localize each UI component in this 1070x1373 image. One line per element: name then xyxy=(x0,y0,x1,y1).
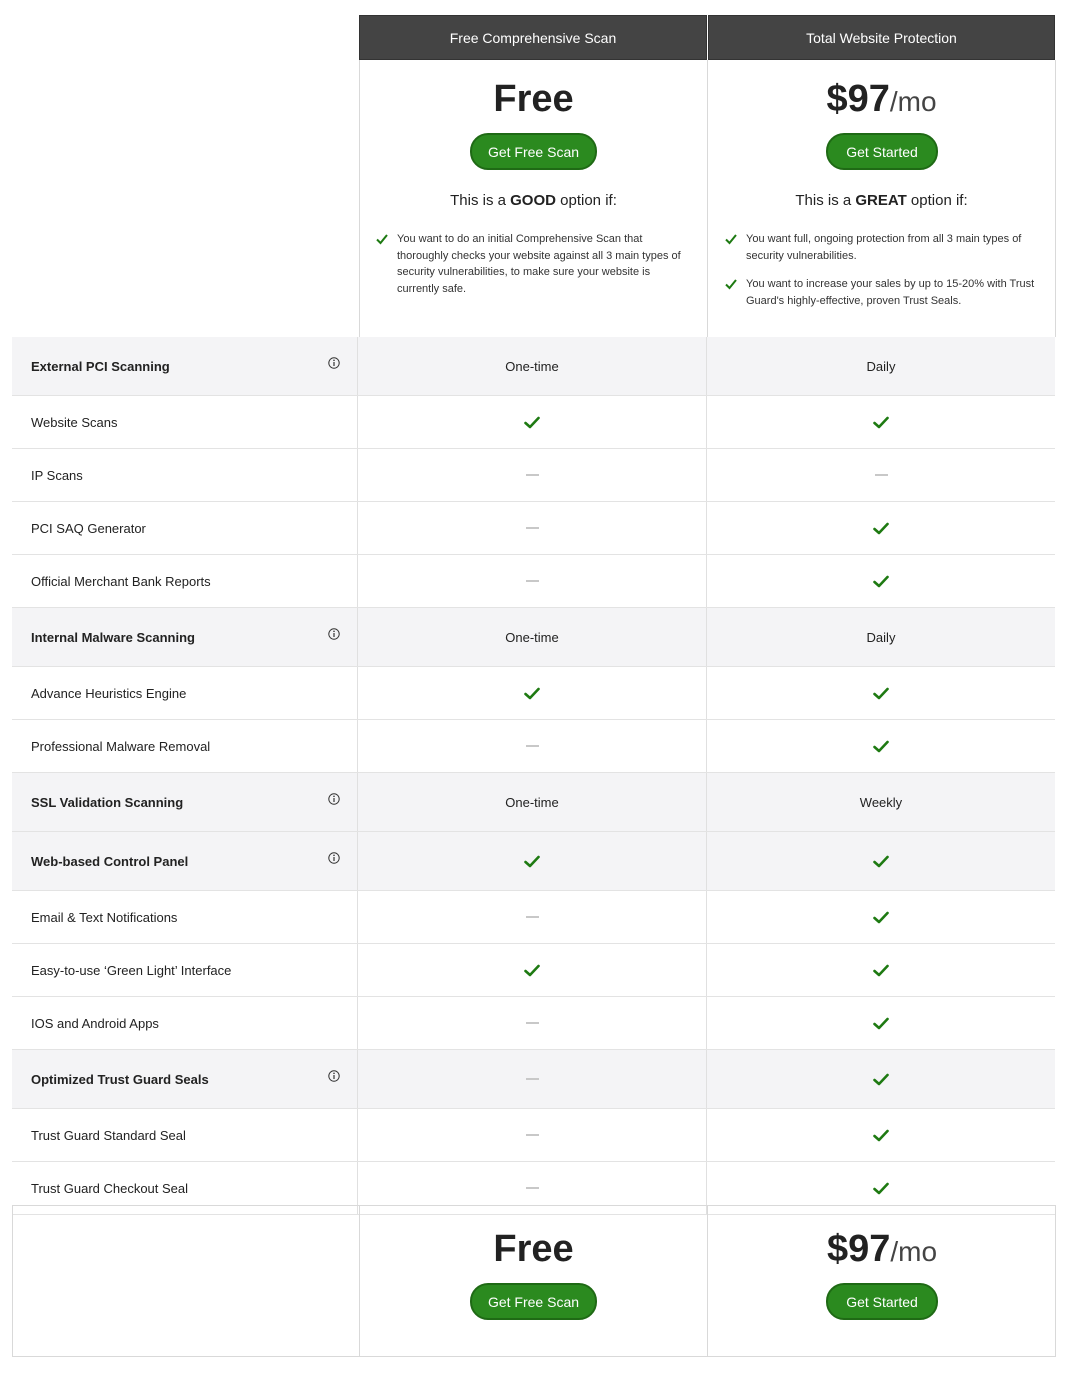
check-icon xyxy=(873,522,889,535)
plan-option-total: This is a GREAT option if: xyxy=(795,192,968,209)
free-plan-cell xyxy=(358,891,707,943)
plan-value: Weekly xyxy=(859,794,903,810)
table-row xyxy=(12,944,1055,997)
plan-header-total: Total Website Protection xyxy=(708,15,1055,60)
check-icon xyxy=(873,1129,889,1142)
row-label-text: Website Scans xyxy=(31,414,118,430)
row-label-text: Trust Guard Checkout Seal xyxy=(31,1180,189,1196)
feature-row xyxy=(12,337,1055,396)
total-plan-cell xyxy=(707,502,1055,554)
table-row xyxy=(12,1109,1055,1162)
check-icon xyxy=(873,416,889,429)
check-icon xyxy=(873,575,889,588)
row-label-text: Advance Heuristics Engine xyxy=(31,685,187,701)
footer-plan-free xyxy=(360,1206,707,1356)
plan-value: One-time xyxy=(505,794,559,810)
row-label xyxy=(12,555,358,607)
feature-row xyxy=(12,1050,1055,1109)
plan-bullet: You want full, ongoing protection from all 3 main types of security vulnerabilities. xyxy=(725,231,1037,264)
feature-row xyxy=(12,832,1055,891)
row-label-text: SSL Validation Scanning xyxy=(31,794,184,810)
row-label-text: PCI SAQ Generator xyxy=(31,520,146,536)
dash-icon xyxy=(526,580,539,582)
free-plan-cell xyxy=(358,667,707,719)
row-label-text: Email & Text Notifications xyxy=(31,909,178,925)
feature-row xyxy=(12,773,1055,832)
check-icon xyxy=(524,687,540,700)
row-label-text: IOS and Android Apps xyxy=(31,1015,159,1031)
row-label-text: IP Scans xyxy=(31,467,83,483)
total-plan-cell xyxy=(707,667,1055,719)
check-icon xyxy=(873,1017,889,1030)
feature-row xyxy=(12,608,1055,667)
dash-icon xyxy=(526,1078,539,1080)
plan-header-free: Free Comprehensive Scan xyxy=(359,15,707,60)
row-label xyxy=(12,832,358,890)
row-label xyxy=(12,449,358,501)
info-icon[interactable] xyxy=(328,628,340,640)
row-label xyxy=(12,502,358,554)
row-label xyxy=(12,720,358,772)
dash-icon xyxy=(526,1022,539,1024)
footer-price-total: $97/mo xyxy=(826,1228,938,1270)
check-icon xyxy=(725,278,737,290)
dash-icon xyxy=(526,1134,539,1136)
plan-option-free: This is a GOOD option if: xyxy=(450,192,617,209)
plan-value: Daily xyxy=(866,358,896,374)
free-plan-cell xyxy=(358,608,707,666)
table-row xyxy=(12,502,1055,555)
table-row xyxy=(12,667,1055,720)
row-label xyxy=(12,1050,358,1108)
row-label-text: Trust Guard Standard Seal xyxy=(31,1127,186,1143)
total-plan-cell xyxy=(707,891,1055,943)
row-label-text: Optimized Trust Guard Seals xyxy=(31,1071,209,1087)
free-plan-cell xyxy=(358,720,707,772)
total-plan-cell xyxy=(707,832,1055,890)
row-label-text: External PCI Scanning xyxy=(31,358,170,374)
check-icon xyxy=(873,740,889,753)
check-icon xyxy=(873,687,889,700)
plan-value: One-time xyxy=(505,629,559,645)
row-label xyxy=(12,997,358,1049)
plan-card-free xyxy=(359,60,708,337)
row-label xyxy=(12,396,358,448)
total-plan-cell xyxy=(707,396,1055,448)
row-label-text: Easy-to-use ‘Green Light’ Interface xyxy=(31,962,232,978)
table-row xyxy=(12,720,1055,773)
row-label-text: Official Merchant Bank Reports xyxy=(31,573,211,589)
row-label xyxy=(12,608,358,666)
total-plan-cell xyxy=(707,720,1055,772)
total-plan-cell xyxy=(707,773,1055,831)
total-plan-cell xyxy=(707,337,1055,395)
free-plan-cell xyxy=(358,944,707,996)
check-icon xyxy=(725,233,737,245)
total-plan-cell xyxy=(707,1050,1055,1108)
footer-get-started-button[interactable]: Get Started xyxy=(826,1283,938,1320)
free-plan-cell xyxy=(358,773,707,831)
plan-price-free: Free xyxy=(493,78,574,120)
check-icon xyxy=(524,855,540,868)
free-plan-cell xyxy=(358,449,707,501)
get-started-button[interactable]: Get Started xyxy=(826,133,938,170)
table-row xyxy=(12,997,1055,1050)
check-icon xyxy=(873,1182,889,1195)
row-label-text: Web-based Control Panel xyxy=(31,853,189,869)
total-plan-cell xyxy=(707,1109,1055,1161)
comparison-table xyxy=(12,337,1055,1215)
check-icon xyxy=(873,855,889,868)
check-icon xyxy=(873,911,889,924)
dash-icon xyxy=(526,1187,539,1189)
info-icon[interactable] xyxy=(328,852,340,864)
total-plan-cell xyxy=(707,555,1055,607)
row-label xyxy=(12,337,358,395)
free-plan-cell xyxy=(358,1050,707,1108)
check-icon xyxy=(873,964,889,977)
total-plan-cell xyxy=(707,997,1055,1049)
table-row xyxy=(12,891,1055,944)
free-plan-cell xyxy=(358,396,707,448)
free-plan-cell xyxy=(358,337,707,395)
dash-icon xyxy=(526,527,539,529)
info-icon[interactable] xyxy=(328,1070,340,1082)
check-icon xyxy=(873,1073,889,1086)
footer-price-free: Free xyxy=(493,1228,574,1270)
plan-card-total xyxy=(707,60,1056,337)
total-plan-cell xyxy=(707,449,1055,501)
info-icon[interactable] xyxy=(328,357,340,369)
free-plan-cell xyxy=(358,997,707,1049)
dash-icon xyxy=(526,745,539,747)
row-label xyxy=(12,773,358,831)
free-plan-cell xyxy=(358,1109,707,1161)
table-row xyxy=(12,449,1055,502)
plan-value: Daily xyxy=(866,629,896,645)
row-label xyxy=(12,1109,358,1161)
dash-icon xyxy=(526,474,539,476)
footer-plan-total xyxy=(708,1206,1056,1356)
info-icon[interactable] xyxy=(328,793,340,805)
plan-bullets-free xyxy=(376,231,688,309)
footer-get-free-scan-button[interactable]: Get Free Scan xyxy=(470,1283,597,1320)
row-label xyxy=(12,891,358,943)
dash-icon xyxy=(526,916,539,918)
row-label-text: Internal Malware Scanning xyxy=(31,629,195,645)
plan-value: One-time xyxy=(505,358,559,374)
table-row xyxy=(12,396,1055,449)
free-plan-cell xyxy=(358,502,707,554)
plan-price-total: $97/mo xyxy=(826,78,937,120)
row-label-text: Professional Malware Removal xyxy=(31,738,211,754)
get-free-scan-button[interactable]: Get Free Scan xyxy=(470,133,597,170)
free-plan-cell xyxy=(358,555,707,607)
dash-icon xyxy=(875,474,888,476)
pricing-footer xyxy=(12,1205,1056,1357)
check-icon xyxy=(524,964,540,977)
row-label xyxy=(12,667,358,719)
table-row xyxy=(12,555,1055,608)
check-icon xyxy=(524,416,540,429)
plan-bullet: You want to increase your sales by up to 15-20% with Trust Guard's highly-effective, proven Trust Seals. xyxy=(725,276,1037,309)
plan-bullets-total xyxy=(725,231,1037,321)
check-icon xyxy=(376,233,388,245)
total-plan-cell xyxy=(707,608,1055,666)
row-label xyxy=(12,944,358,996)
plan-bullet: You want to do an initial Comprehensive Scan that thoroughly checks your website against all 3 main types of security vulnerabilities, to make sure your website is currently safe. xyxy=(376,231,688,297)
free-plan-cell xyxy=(358,832,707,890)
total-plan-cell xyxy=(707,944,1055,996)
